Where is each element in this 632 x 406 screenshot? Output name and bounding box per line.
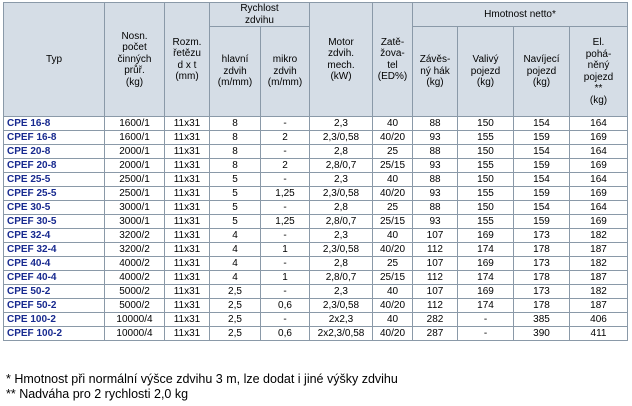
cell-typ: CPE 20-8	[4, 145, 105, 159]
cell-zatezovatel: 25/15	[373, 159, 413, 173]
header-zavesny	[413, 27, 458, 117]
cell-hlavni: 5	[210, 201, 261, 215]
cell-nosnost: 4000/2	[105, 257, 165, 271]
cell-mikro: 1	[261, 271, 310, 285]
cell-zatezovatel: 40	[373, 173, 413, 187]
table-row	[4, 327, 628, 341]
header-nosnost-line: počet	[122, 42, 147, 54]
cell-retez: 11x31	[165, 187, 210, 201]
cell-nosnost: 5000/2	[105, 299, 165, 313]
cell-retez: 11x31	[165, 173, 210, 187]
cell-mikro: -	[261, 117, 310, 131]
cell-el-pojezd: 169	[570, 159, 628, 173]
cell-nosnost: 1600/1	[105, 117, 165, 131]
cell-hlavni: 5	[210, 173, 261, 187]
cell-mikro: 1,25	[261, 215, 310, 229]
cell-nosnost: 5000/2	[105, 285, 165, 299]
cell-el-pojezd: 187	[570, 299, 628, 313]
cell-nosnost: 3000/1	[105, 215, 165, 229]
table-body	[4, 117, 628, 341]
cell-zavesny: 93	[413, 159, 458, 173]
cell-typ: CPE 25-5	[4, 173, 105, 187]
header-el-pojezd-line: pohá-	[585, 48, 612, 60]
cell-mikro: -	[261, 257, 310, 271]
cell-navijeci: 390	[514, 327, 570, 341]
cell-motor: 2,3	[310, 117, 373, 131]
cell-nosnost: 4000/2	[105, 271, 165, 285]
cell-retez: 11x31	[165, 159, 210, 173]
header-navijeci	[514, 27, 570, 117]
cell-hlavni: 5	[210, 187, 261, 201]
header-motor	[310, 3, 373, 117]
cell-el-pojezd: 164	[570, 117, 628, 131]
cell-retez: 11x31	[165, 117, 210, 131]
table-row	[4, 131, 628, 145]
header-zatezovatel-line: (ED%)	[377, 71, 408, 82]
header-rychlost-line: zdvihu	[245, 14, 274, 26]
cell-zavesny: 107	[413, 285, 458, 299]
header-retez-line: (mm)	[175, 71, 199, 82]
cell-zatezovatel: 40	[373, 285, 413, 299]
header-nosnost-line: (kg)	[125, 76, 144, 88]
cell-retez: 11x31	[165, 313, 210, 327]
header-motor-line: Motor	[328, 36, 354, 48]
cell-valivy: 150	[458, 201, 514, 215]
cell-navijeci: 159	[514, 187, 570, 201]
cell-el-pojezd: 182	[570, 229, 628, 243]
cell-hlavni: 8	[210, 159, 261, 173]
cell-el-pojezd: 187	[570, 271, 628, 285]
header-el-pojezd-line: něný	[587, 60, 610, 71]
header-el-pojezd-line: El.	[592, 37, 605, 48]
cell-hlavni: 4	[210, 243, 261, 257]
cell-typ: CPE 16-8	[4, 117, 105, 131]
cell-mikro: 2	[261, 159, 310, 173]
header-retez-line: řetězu	[173, 48, 201, 59]
cell-valivy: 169	[458, 229, 514, 243]
cell-hlavni: 8	[210, 145, 261, 159]
cell-navijeci: 385	[514, 313, 570, 327]
cell-typ: CPEF 32-4	[4, 243, 105, 257]
cell-typ: CPEF 20-8	[4, 159, 105, 173]
cell-zavesny: 88	[413, 145, 458, 159]
header-valivy-line: pojezd	[470, 65, 501, 77]
cell-motor: 2,3	[310, 173, 373, 187]
cell-mikro: -	[261, 145, 310, 159]
cell-zavesny: 282	[413, 313, 458, 327]
cell-retez: 11x31	[165, 229, 210, 243]
cell-motor: 2,3	[310, 285, 373, 299]
header-zatezovatel-line: žova-	[380, 48, 405, 59]
cell-typ: CPE 40-4	[4, 257, 105, 271]
cell-typ: CPEF 25-5	[4, 187, 105, 201]
table-row	[4, 299, 628, 313]
cell-mikro: -	[261, 229, 310, 243]
cell-motor: 2,8/0,7	[310, 271, 373, 285]
cell-navijeci: 154	[514, 201, 570, 215]
cell-el-pojezd: 411	[570, 327, 628, 341]
cell-motor: 2,3/0,58	[310, 187, 373, 201]
cell-valivy: 169	[458, 257, 514, 271]
cell-zatezovatel: 25/15	[373, 215, 413, 229]
header-valivy-line: Valivý	[472, 54, 499, 66]
header-nosnost	[105, 3, 165, 117]
cell-zavesny: 112	[413, 243, 458, 257]
table-row	[4, 257, 628, 271]
header-motor-line: mech.	[327, 59, 355, 71]
header-retez-line: Rozm.	[172, 36, 202, 48]
cell-zavesny: 93	[413, 131, 458, 145]
cell-zatezovatel: 40	[373, 313, 413, 327]
cell-typ: CPE 50-2	[4, 285, 105, 299]
cell-typ: CPE 30-5	[4, 201, 105, 215]
cell-zatezovatel: 25/15	[373, 271, 413, 285]
cell-valivy: 174	[458, 299, 514, 313]
header-retez	[165, 3, 210, 117]
header-rychlost	[210, 3, 310, 27]
cell-typ: CPEF 30-5	[4, 215, 105, 229]
cell-navijeci: 173	[514, 229, 570, 243]
cell-typ: CPEF 16-8	[4, 131, 105, 145]
header-el-pojezd-line: (kg)	[589, 94, 608, 106]
cell-valivy: 150	[458, 117, 514, 131]
cell-valivy: -	[458, 327, 514, 341]
cell-motor: 2,3	[310, 229, 373, 243]
header-zatezovatel-line: Zatě-	[380, 36, 405, 48]
cell-nosnost: 3200/2	[105, 229, 165, 243]
cell-navijeci: 154	[514, 117, 570, 131]
cell-hlavni: 2,5	[210, 299, 261, 313]
table-row	[4, 117, 628, 131]
cell-zavesny: 107	[413, 229, 458, 243]
table-row	[4, 159, 628, 173]
cell-zavesny: 93	[413, 215, 458, 229]
cell-hlavni: 8	[210, 117, 261, 131]
cell-nosnost: 3000/1	[105, 201, 165, 215]
cell-motor: 2,3/0,58	[310, 131, 373, 145]
cell-el-pojezd: 169	[570, 215, 628, 229]
cell-mikro: -	[261, 173, 310, 187]
header-navijeci-line: pojezd	[526, 65, 557, 77]
table-row	[4, 145, 628, 159]
cell-navijeci: 154	[514, 173, 570, 187]
cell-el-pojezd: 182	[570, 257, 628, 271]
cell-zavesny: 93	[413, 187, 458, 201]
cell-zavesny: 112	[413, 299, 458, 313]
cell-zavesny: 88	[413, 173, 458, 187]
header-el-pojezd	[570, 27, 628, 117]
cell-retez: 11x31	[165, 257, 210, 271]
cell-navijeci: 159	[514, 215, 570, 229]
cell-retez: 11x31	[165, 299, 210, 313]
header-nosnost-line: činných	[117, 53, 152, 65]
header-nosnost-line: průř.	[124, 65, 145, 77]
cell-valivy: -	[458, 313, 514, 327]
cell-motor: 2x2,3	[310, 313, 373, 327]
cell-valivy: 155	[458, 215, 514, 229]
header-motor-line: (kW)	[330, 71, 352, 82]
cell-valivy: 169	[458, 285, 514, 299]
footnote-weight: * Hmotnost při normální výšce zdvihu 3 m, lze dodat i jiné výšky zdvihu	[6, 372, 398, 386]
header-mikro-line: mikro	[272, 54, 298, 66]
cell-navijeci: 154	[514, 145, 570, 159]
cell-motor: 2,8	[310, 145, 373, 159]
cell-el-pojezd: 164	[570, 201, 628, 215]
cell-mikro: -	[261, 285, 310, 299]
cell-nosnost: 10000/4	[105, 313, 165, 327]
header-zatezovatel-line: tel	[387, 59, 398, 71]
cell-motor: 2,8	[310, 257, 373, 271]
header-el-pojezd-line: **	[594, 83, 603, 94]
cell-el-pojezd: 169	[570, 131, 628, 145]
cell-retez: 11x31	[165, 215, 210, 229]
header-zavesny-line: ný hák	[420, 65, 450, 77]
cell-hlavni: 2,5	[210, 285, 261, 299]
cell-zavesny: 287	[413, 327, 458, 341]
cell-navijeci: 178	[514, 243, 570, 257]
cell-nosnost: 2000/1	[105, 145, 165, 159]
cell-navijeci: 173	[514, 285, 570, 299]
header-zavesny-line: (kg)	[426, 77, 444, 89]
cell-el-pojezd: 164	[570, 173, 628, 187]
cell-zatezovatel: 40/20	[373, 299, 413, 313]
cell-hlavni: 4	[210, 271, 261, 285]
cell-mikro: -	[261, 201, 310, 215]
cell-typ: CPEF 40-4	[4, 271, 105, 285]
table-row	[4, 215, 628, 229]
cell-motor: 2,8/0,7	[310, 215, 373, 229]
cell-valivy: 174	[458, 243, 514, 257]
cell-retez: 11x31	[165, 327, 210, 341]
cell-mikro: 0,6	[261, 299, 310, 313]
cell-navijeci: 159	[514, 159, 570, 173]
header-retez-line: d x t	[177, 59, 197, 71]
cell-zavesny: 107	[413, 257, 458, 271]
cell-el-pojezd: 169	[570, 187, 628, 201]
cell-hlavni: 4	[210, 257, 261, 271]
table-row	[4, 285, 628, 299]
header-motor-line: zdvih.	[327, 48, 355, 59]
cell-nosnost: 2500/1	[105, 173, 165, 187]
table-row	[4, 173, 628, 187]
header-el-pojezd-line: pojezd	[583, 71, 614, 83]
cell-mikro: 1	[261, 243, 310, 257]
header-mikro	[261, 27, 310, 117]
cell-motor: 2,8	[310, 201, 373, 215]
cell-hlavni: 5	[210, 215, 261, 229]
cell-nosnost: 1600/1	[105, 131, 165, 145]
table-row	[4, 243, 628, 257]
cell-valivy: 174	[458, 271, 514, 285]
cell-motor: 2x2,3/0,58	[310, 327, 373, 341]
cell-hlavni: 2,5	[210, 327, 261, 341]
cell-motor: 2,3/0,58	[310, 299, 373, 313]
header-valivy-line: (kg)	[476, 77, 495, 89]
cell-zavesny: 112	[413, 271, 458, 285]
cell-typ: CPE 100-2	[4, 313, 105, 327]
cell-retez: 11x31	[165, 145, 210, 159]
header-hlavni	[210, 27, 261, 117]
header-hlavni-line: (m/mm)	[217, 77, 253, 89]
cell-valivy: 150	[458, 173, 514, 187]
cell-zatezovatel: 40/20	[373, 187, 413, 201]
header-hmotnost: Hmotnost netto*	[413, 3, 628, 27]
cell-motor: 2,8/0,7	[310, 159, 373, 173]
cell-typ: CPEF 100-2	[4, 327, 105, 341]
specification-table	[3, 2, 628, 341]
cell-zatezovatel: 25	[373, 201, 413, 215]
header-navijeci-line: (kg)	[532, 77, 551, 89]
table-row	[4, 271, 628, 285]
cell-mikro: -	[261, 313, 310, 327]
cell-el-pojezd: 164	[570, 145, 628, 159]
cell-mikro: 2	[261, 131, 310, 145]
cell-valivy: 150	[458, 145, 514, 159]
table-row	[4, 313, 628, 327]
cell-retez: 11x31	[165, 243, 210, 257]
header-hlavni-line: zdvih	[223, 65, 247, 77]
cell-hlavni: 2,5	[210, 313, 261, 327]
table-row	[4, 229, 628, 243]
cell-valivy: 155	[458, 187, 514, 201]
header-valivy	[458, 27, 514, 117]
footnotes	[6, 372, 398, 402]
header-zatezovatel	[373, 3, 413, 117]
table-row	[4, 187, 628, 201]
cell-valivy: 155	[458, 159, 514, 173]
cell-retez: 11x31	[165, 201, 210, 215]
header-typ: Typ	[4, 3, 105, 117]
cell-hlavni: 4	[210, 229, 261, 243]
footnote-overweight: ** Nadváha pro 2 rychlosti 2,0 kg	[6, 387, 189, 401]
header-mikro-line: (m/mm)	[267, 77, 303, 89]
cell-zatezovatel: 25	[373, 145, 413, 159]
cell-el-pojezd: 406	[570, 313, 628, 327]
cell-nosnost: 2500/1	[105, 187, 165, 201]
cell-zatezovatel: 25	[373, 257, 413, 271]
cell-nosnost: 3200/2	[105, 243, 165, 257]
cell-navijeci: 178	[514, 299, 570, 313]
cell-retez: 11x31	[165, 271, 210, 285]
cell-zatezovatel: 40/20	[373, 243, 413, 257]
header-zavesny-line: Závěs-	[419, 54, 451, 66]
cell-mikro: 0,6	[261, 327, 310, 341]
cell-typ: CPE 32-4	[4, 229, 105, 243]
cell-zatezovatel: 40/20	[373, 131, 413, 145]
header-navijeci-line: Navíjecí	[523, 54, 560, 66]
cell-navijeci: 173	[514, 257, 570, 271]
header-mikro-line: zdvih	[273, 65, 297, 77]
cell-navijeci: 159	[514, 131, 570, 145]
cell-navijeci: 178	[514, 271, 570, 285]
cell-valivy: 155	[458, 131, 514, 145]
cell-zatezovatel: 40	[373, 117, 413, 131]
table-row	[4, 201, 628, 215]
cell-nosnost: 10000/4	[105, 327, 165, 341]
cell-zatezovatel: 40/20	[373, 327, 413, 341]
cell-hlavni: 8	[210, 131, 261, 145]
cell-motor: 2,3/0,58	[310, 243, 373, 257]
cell-typ: CPEF 50-2	[4, 299, 105, 313]
cell-zavesny: 88	[413, 201, 458, 215]
cell-zatezovatel: 40	[373, 229, 413, 243]
cell-retez: 11x31	[165, 285, 210, 299]
header-nosnost-line: Nosn.	[121, 30, 148, 42]
cell-el-pojezd: 182	[570, 285, 628, 299]
header-hlavni-line: hlavní	[221, 54, 249, 66]
cell-el-pojezd: 187	[570, 243, 628, 257]
cell-mikro: 1,25	[261, 187, 310, 201]
cell-retez: 11x31	[165, 131, 210, 145]
header-rychlost-line: Rychlost	[240, 3, 279, 14]
cell-nosnost: 2000/1	[105, 159, 165, 173]
cell-zavesny: 88	[413, 117, 458, 131]
